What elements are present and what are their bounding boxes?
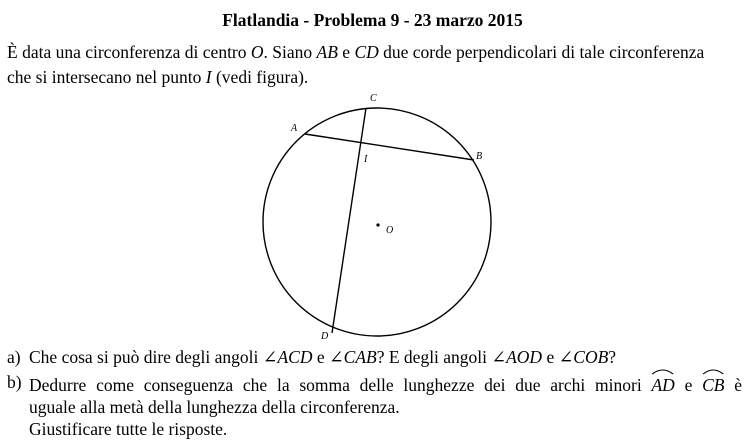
question-a-segment-12: ? [608,347,617,367]
label-point-a: A [291,123,298,134]
intro-line-1-segment-4: e [337,42,355,62]
label-point-o: O [386,225,394,236]
intro-line-1-segment-1: O [250,42,264,62]
question-b-line-1-pre: Dedurre come conseguenza che la somma delle lunghezze dei due archi minori [29,375,642,395]
intro-line-1-segment-0: È data una circonferenza di centro [7,42,251,62]
question-b [7,371,742,440]
question-a-segment-10: ∠ [558,347,574,367]
question-a-segment-0: Che cosa si può dire degli angoli [29,347,263,367]
question-a-segment-7: ∠ [491,347,507,367]
circle [263,108,491,336]
question-a-segment-5: CAB [343,347,377,367]
intro-line-1-segment-5: CD [354,42,379,62]
question-a-letter: a) [7,347,21,367]
question-a-segment-3: e [312,347,329,367]
intro-line-2-segment-1: I [205,67,212,87]
question-b-line-1-post: è [734,375,743,395]
arc-cb [702,371,724,396]
arc-ad [651,371,674,396]
chord-cd [332,108,366,333]
question-a-segment-4: ∠ [328,347,344,367]
question-a-segment-6: ? E degli angoli [376,347,492,367]
question-a [7,346,742,368]
question-b-letter: b) [7,372,22,392]
question-a-segment-1: ∠ [262,347,278,367]
question-b-conj: e [684,375,693,395]
page-title: Flatlandia - Problema 9 - 23 marzo 2015 [222,10,523,30]
question-b-line-1 [29,371,742,396]
question-b-line-2: uguale alla metà della lunghezza della circonferenza. [29,397,400,417]
label-point-c: C [370,93,377,104]
arc-cb-label: CB [702,375,725,395]
intro-line-1-segment-2: . Siano [263,42,317,62]
question-b-line-3: Giustificare tutte le risposte. [29,419,228,439]
chord-ab [305,134,474,160]
intro-line-1-segment-6: due corde perpendicolari di tale circonferenza [378,42,705,62]
intro-line-2-segment-2: (vedi figura). [211,67,309,87]
question-a-segment-8: AOD [506,347,543,367]
arc-ad-label: AD [651,375,675,395]
question-b-text [29,371,742,440]
label-point-i: I [364,154,368,165]
questions [7,346,742,440]
center-point [376,223,379,226]
question-a-segment-9: e [542,347,559,367]
question-a-text [29,346,742,368]
label-point-b: B [476,151,483,162]
question-a-segment-11: COB [573,347,609,367]
intro-line-1-segment-3: AB [316,42,338,62]
intro-line-2-segment-0: che si intersecano nel punto [7,67,206,87]
label-point-d: D [321,331,329,342]
question-a-segment-2: ACD [277,347,313,367]
